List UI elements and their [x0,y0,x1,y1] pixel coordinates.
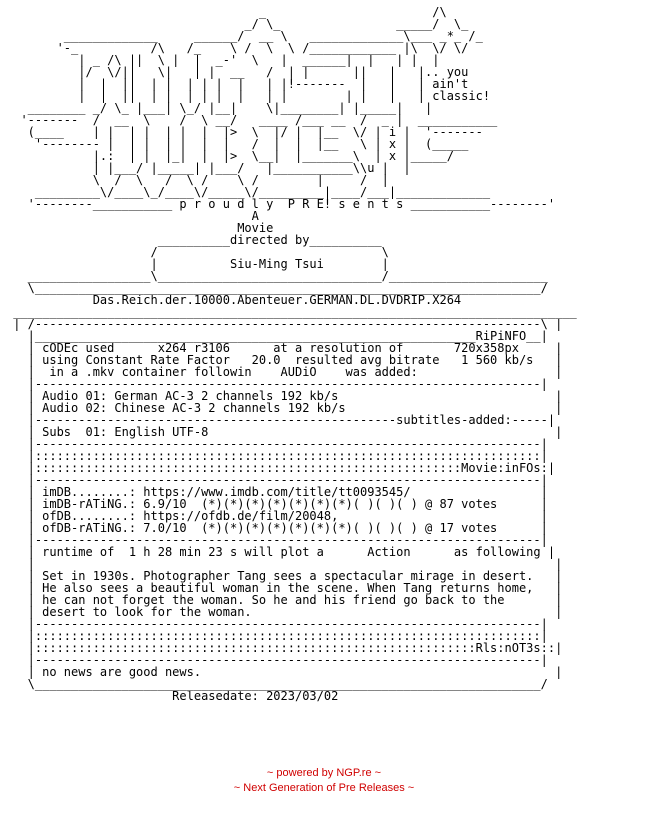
nfo-line: A [6,209,259,223]
nfo-line: | ofDB........: https://ofdb.de/film/20048, | [6,509,548,523]
powered-by-text: ~ powered by NGP.re ~ [266,767,382,779]
nfo-line: \______________________________________________________________________/ [6,677,548,691]
nfo-line: | | || | | | | | | | |!------- | | | ain't [6,77,469,91]
nfo-line: | |___/ |_____| |___/ |___________\\u | | [6,161,411,175]
nfo-line: |:::::::::::::::::::::::::::::::::::::::::::::::::::::::::::::Rls:nOT3s::| [6,641,563,655]
nfo-line: |----------------------------------------------------------------------| [6,473,548,487]
nfo-line: | imDB-rATiNG.: 6.9/10 (*)(*)(*)(*)(*)(*)(*)( )( )( ) @ 87 votes | [6,497,548,511]
nfo-line: |/ \/|| \| | | __ / | | || | |.. you [6,65,469,79]
nfo-line: | Audio 01: German AC-3 2 channels 192 kb/s | [6,389,563,403]
nfo-line: _________\/____\_/____\/_____\/_________|____/___|_____________ [6,185,491,199]
nfo-line: '--------___________ p r o u d l y P R E! s e n t s ___________--------' [6,197,556,211]
nfo-line: \______________________________________________________________________/ [6,281,548,295]
nfo-line: |.: | | |_| | |> \__| |_______\ | x |_____/ [6,149,454,163]
nfo-line: Movie [6,221,274,235]
nfo-line: |----------------------------------------------------------------------| [6,437,548,451]
nfo-line: | using Constant Rate Factor 20.0 resulted avg bitrate 1 560 kb/s | [6,353,563,367]
nfo-line: |:::::::::::::::::::::::::::::::::::::::::::::::::::::::::::Movie:inFOs:| [6,461,556,475]
footer [0,766,648,796]
nfo-line: | | || | | | | | | | | | | | | classic! [6,89,491,103]
tagline-text: ~ Next Generation of Pre Releases ~ [233,782,415,794]
nfo-line: Das.Reich.der.10000.Abenteuer.GERMAN.DL.DVDRIP.X264 [6,293,462,307]
nfo-line: | | [6,557,563,571]
nfo-line: | Subs 01: English UTF-8 | [6,425,563,439]
nfo-line: (____ | | | | | | | |> \ |/ | |__ \/ | i | '------- [6,125,483,139]
nfo-line: | runtime of 1 h 28 min 23 s will plot a Action as following | [6,545,556,559]
nfo-line: | Audio 02: Chinese AC-3 2 channels 192 kb/s | [6,401,563,415]
nfo-line: __________directed by__________ [6,233,382,247]
nfo-line: |--------------------------------------------------subtitles-added:-----| [6,413,556,427]
nfo-line: |----------------------------------------------------------------------| [6,377,548,391]
nfo-line: |----------------------------------------------------------------------| [6,533,548,547]
nfo-line: _________________\_______________________________/______________________ [6,269,548,283]
nfo-line: | imDB........: https://www.imdb.com/title/tt0093545/ | [6,485,548,499]
nfo-line: | no news are good news. | [6,665,563,679]
nfo-line: ______________________________________________________________________________ [6,305,577,319]
nfo-line: | _ /\ || \ | | _-' \ | ______| | | | | [6,53,440,67]
nfo-line: / \ [6,245,389,259]
nfo-line: | in a .mkv container followin AUDiO was added: | [6,365,563,379]
nfo-line: | desert to look for the woman. | [6,605,563,619]
nfo-line: Releasedate: 2023/03/02 [6,689,339,703]
nfo-line: |::::::::::::::::::::::::::::::::::::::::::::::::::::::::::::::::::::::| [6,449,548,463]
nfo-line: |_____________________________________________________________RiPiNFO__| [6,329,548,343]
nfo-line: | cODEc used x264 r3106 at a resolution of 720x358px | [6,341,563,355]
nfo-line: | Set in 1930s. Photographer Tang sees a spectacular mirage in desert. | [6,569,563,583]
nfo-line: | He also sees a beautiful woman in the scene. When Tang returns home, | [6,581,563,595]
nfo-line: |::::::::::::::::::::::::::::::::::::::::::::::::::::::::::::::::::::::| [6,629,548,643]
nfo-ascii-art [6,6,577,702]
nfo-line: | he can not forget the woman. So he and his friend go back to the | [6,593,563,607]
nfo-line: | ofDB-rATiNG.: 7.0/10 (*)(*)(*)(*)(*)(*)(*)( )( )( ) @ 17 votes | [6,521,548,535]
nfo-line: '-------- | | | | | | | / | | |__ \ | x | (_____ [6,137,469,151]
nfo-line: | /----------------------------------------------------------------------\ | [6,317,563,331]
nfo-line: | Siu-Ming Tsui | [6,257,389,271]
nfo-line: '-_ /\ /_ \ / \ \ /____________ |\ \/ \/ [6,41,469,55]
nfo-line: '------- / __ \ / \ __/ ____ /___ __ / _ | ___________ [6,113,498,127]
nfo-line: |----------------------------------------------------------------------| [6,617,548,631]
nfo-line: _/ \_ _____/ \_ [6,17,469,31]
nfo-line: ________ _/ \_ |___| \_/ |__| \|________| |_____| | [6,101,433,115]
nfo-line: \ / \ / \ / \ / | / | [6,173,389,187]
nfo-line: _____________ ______/ __ \ _____________\___ _*_ /_ [6,29,483,43]
nfo-line: _ /\ [6,5,447,19]
nfo-line: |----------------------------------------------------------------------| [6,653,548,667]
